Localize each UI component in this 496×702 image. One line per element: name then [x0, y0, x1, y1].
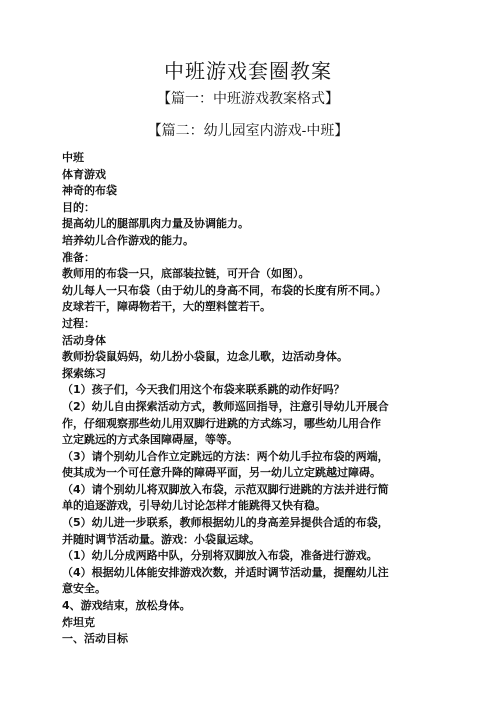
body-line: 并随时调节活动量。游戏：小袋鼠运球。 — [62, 532, 260, 546]
body-line: 活动身体 — [62, 333, 106, 347]
body-line: 教师扮袋鼠妈妈，幼儿扮小袋鼠，边念儿歌，边活动身体。 — [62, 350, 348, 364]
body-line: 探索练习 — [62, 366, 106, 380]
body-line: 炸坦克 — [62, 615, 95, 629]
body-line: 神奇的布袋 — [62, 184, 117, 198]
body-line: （4）根据幼儿体能安排游戏次数，并适时调节活动量，提醒幼儿注 — [62, 565, 389, 579]
body-line: 幼儿每人一只布袋（由于幼儿的身高不同，布袋的长度有所不同。） — [62, 283, 387, 297]
body-line: 体育游戏 — [62, 167, 106, 181]
body-line: 4、游戏结束，放松身体。 — [62, 599, 191, 613]
body-line: 准备： — [62, 250, 95, 264]
body-line: （2）幼儿自由探索活动方式，教师巡回指导，注意引导幼儿开展合 — [62, 399, 389, 413]
body-line: （5）幼儿进一步联系，教师根据幼儿的身高差异提供合适的布袋， — [62, 516, 389, 530]
document-body — [62, 150, 442, 648]
body-line: 作，仔细观察那些幼儿用双脚行进跳的方式练习，哪些幼儿用合作 — [62, 416, 381, 430]
body-line: 皮球若干，障碍物若干，大的塑料筐若干。 — [62, 300, 271, 314]
body-line: 一、活动目标 — [62, 632, 128, 646]
body-line: 提高幼儿的腿部肌肉力量及协调能力。 — [62, 217, 249, 231]
body-line: 使其成为一个可任意升降的障碍平面，另一幼儿立定跳越过障碍。 — [62, 466, 381, 480]
section-heading-1: 【篇一：中班游戏教案格式】 — [157, 91, 339, 107]
body-line: （4）请个别幼儿将双脚放入布袋，示范双脚行进跳的方法并进行简 — [62, 482, 389, 496]
section-heading-2: 【篇二：幼儿园室内游戏-中班】 — [147, 123, 349, 139]
body-line: 目的： — [62, 200, 95, 214]
body-line: 过程： — [62, 316, 95, 330]
body-line: 中班 — [62, 151, 84, 164]
body-line: 意安全。 — [62, 582, 106, 596]
body-line: 培养幼儿合作游戏的能力。 — [62, 233, 194, 247]
body-line: 教师用的布袋一只，底部装拉链，可开合（如图）。 — [62, 267, 310, 281]
body-line: 单的追逐游戏，引导幼儿讨论怎样才能跳得又快有稳。 — [62, 499, 326, 513]
body-line: 立定跳远的方式条国障碍屋，等等。 — [62, 433, 238, 447]
document-title: 中班游戏套圈教案 — [164, 59, 332, 83]
body-line: （1）幼儿分成两路中队，分别将双脚放入布袋，准备进行游戏。 — [62, 549, 378, 563]
body-line: （1）孩子们，今天我们用这个布袋来联系跳的动作好吗？ — [62, 383, 345, 397]
body-line: （3）请个别幼儿合作立定跳远的方法：两个幼儿手拉布袋的两端， — [62, 449, 389, 463]
